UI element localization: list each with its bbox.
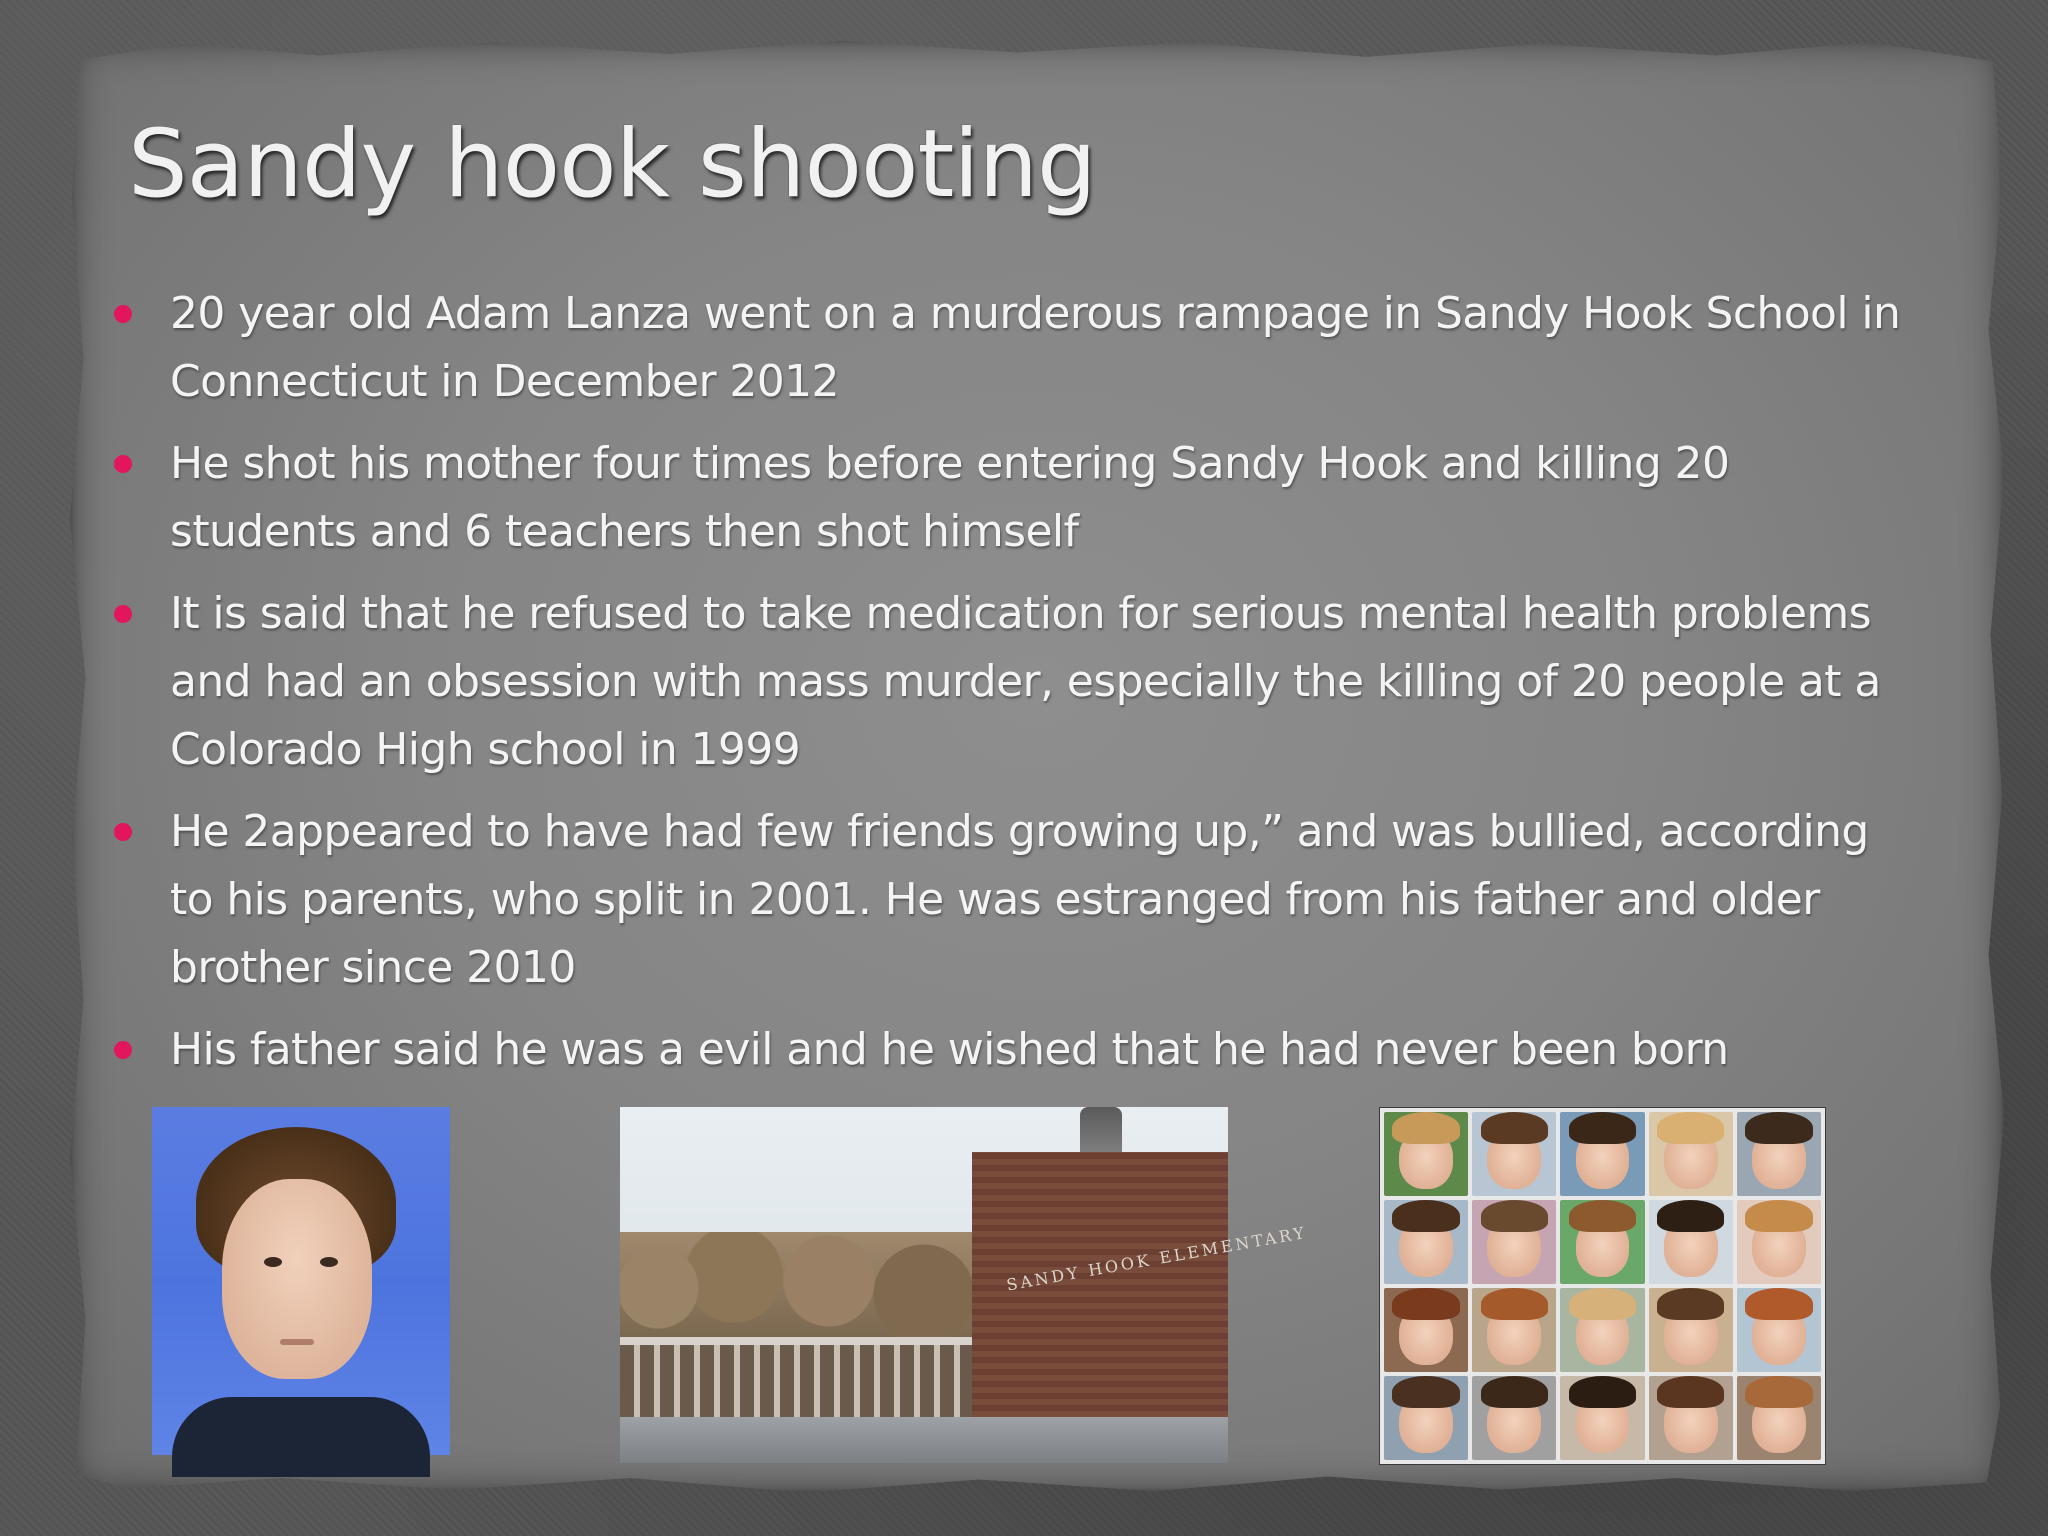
portrait-eye bbox=[264, 1257, 282, 1267]
victim-photo bbox=[1649, 1112, 1733, 1196]
bullet-text: He 2appeared to have had few friends growing up,” and was bullied, according to his parents, who split in 2001. He was estranged from his father and older brother since 2010 bbox=[170, 806, 1869, 993]
victim-photo bbox=[1472, 1112, 1556, 1196]
victim-photo bbox=[1737, 1376, 1821, 1460]
victim-photo bbox=[1649, 1376, 1733, 1460]
portrait-shirt bbox=[172, 1397, 430, 1477]
bullet-item bbox=[110, 580, 1910, 784]
victim-photo bbox=[1384, 1200, 1468, 1284]
bullet-dot-icon bbox=[114, 305, 132, 323]
school-low-wing bbox=[620, 1337, 980, 1425]
victim-photo bbox=[1560, 1112, 1644, 1196]
victim-photo bbox=[1560, 1288, 1644, 1372]
bullet-text: His father said he was a evil and he wished that he had never been born bbox=[170, 1024, 1729, 1075]
school-ground bbox=[620, 1417, 1228, 1463]
bullet-dot-icon bbox=[114, 1041, 132, 1059]
victim-photo bbox=[1472, 1376, 1556, 1460]
bullet-list bbox=[110, 280, 1910, 1098]
school-sign: SANDY HOOK ELEMENTARY bbox=[1004, 1222, 1309, 1295]
victim-photo bbox=[1560, 1200, 1644, 1284]
victim-photo bbox=[1384, 1288, 1468, 1372]
portrait-mouth bbox=[280, 1339, 314, 1345]
bullet-item bbox=[110, 430, 1910, 566]
portrait-eye bbox=[320, 1257, 338, 1267]
portrait-face bbox=[222, 1179, 372, 1379]
victim-photo bbox=[1472, 1288, 1556, 1372]
victim-photo bbox=[1472, 1200, 1556, 1284]
victim-photo bbox=[1737, 1200, 1821, 1284]
victim-photo bbox=[1737, 1288, 1821, 1372]
slide-title: Sandy hook shooting bbox=[128, 110, 1096, 219]
bullet-text: 20 year old Adam Lanza went on a murderous rampage in Sandy Hook School in Connecticut in December 2012 bbox=[170, 288, 1901, 407]
bullet-item bbox=[110, 280, 1910, 416]
bullet-dot-icon bbox=[114, 605, 132, 623]
school-photo bbox=[620, 1107, 1309, 1463]
victim-photo bbox=[1384, 1376, 1468, 1460]
victim-photo bbox=[1649, 1200, 1733, 1284]
bullet-text: It is said that he refused to take medication for serious mental health problems and had an obsession with mass murder, especially the killing of 20 people at a Colorado High school in 1999 bbox=[170, 588, 1881, 775]
bullet-dot-icon bbox=[114, 455, 132, 473]
victim-photo bbox=[1649, 1288, 1733, 1372]
bullet-item bbox=[110, 1016, 1910, 1084]
victim-photo bbox=[1384, 1112, 1468, 1196]
victims-photo-grid bbox=[1379, 1107, 1826, 1465]
bullet-text: He shot his mother four times before entering Sandy Hook and killing 20 students and 6 teachers then shot himself bbox=[170, 438, 1730, 557]
portrait-photo bbox=[152, 1107, 450, 1455]
bullet-dot-icon bbox=[114, 823, 132, 841]
victim-photo bbox=[1737, 1112, 1821, 1196]
bullet-item bbox=[110, 798, 1910, 1002]
victim-photo bbox=[1560, 1376, 1644, 1460]
